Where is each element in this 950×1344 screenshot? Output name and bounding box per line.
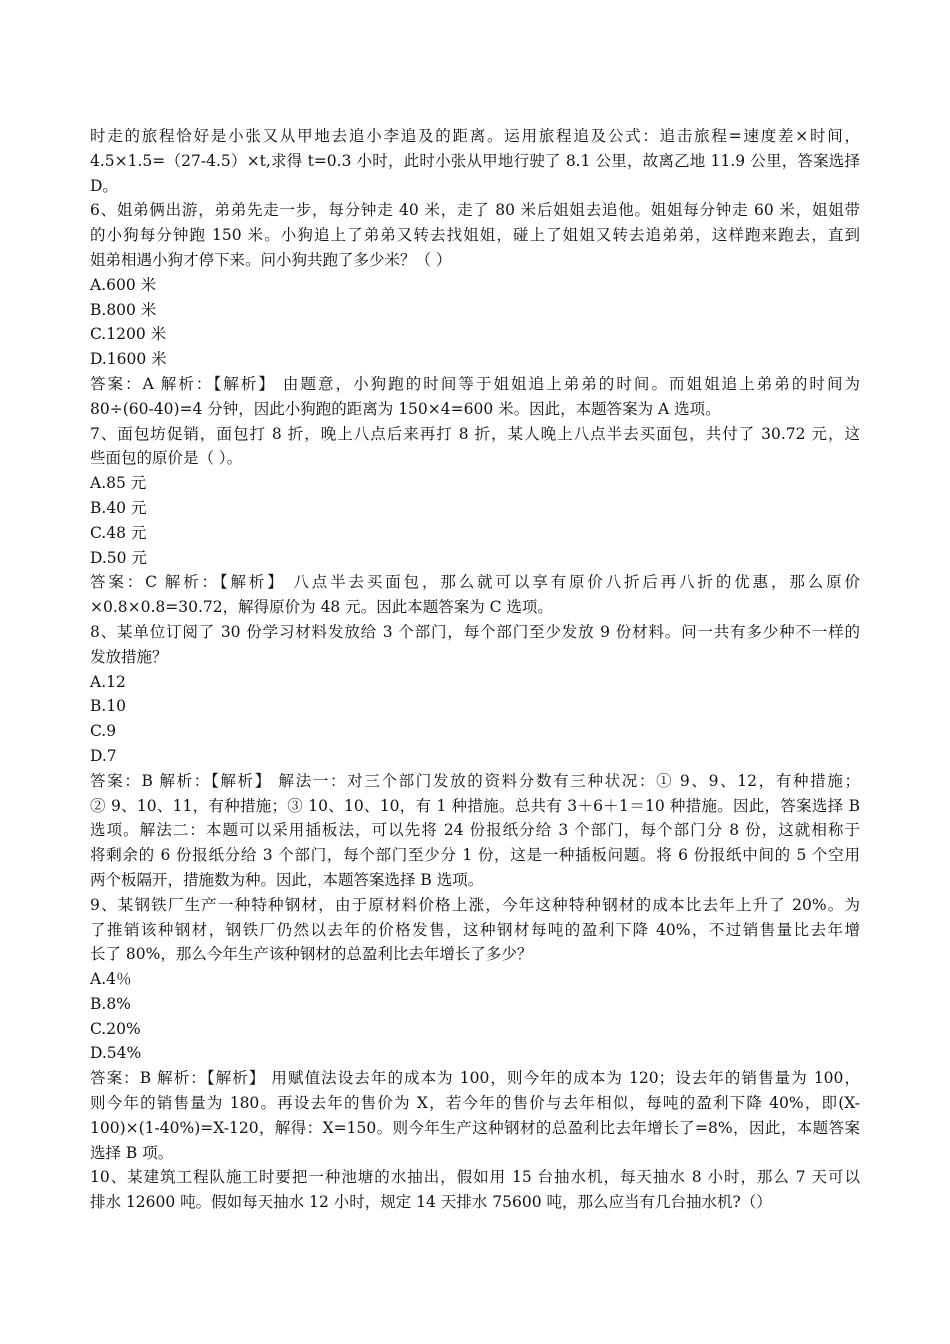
answer-line: 答案：A 解析：【解析】 由题意，小狗跑的时间等于姐姐追上弟弟的时间。而姐姐追上弟弟的时间为	[90, 374, 860, 393]
question-7-line: 些面包的原价是（ ）。	[90, 449, 243, 468]
question-6-line: 姐弟相遇小狗才停下来。问小狗共跑了多少米？（ ）	[90, 250, 452, 269]
question-7-line: 7、面包坊促销，面包打 8 折，晚上八点后来再打 8 折，某人晚上八点半去买面包，共付了 30.72 元，这	[90, 424, 860, 443]
option-a: A.600 米	[90, 275, 157, 294]
answer-line: 两个板隔开，措施数为种。因此，本题答案选择 B 选项。	[90, 870, 484, 889]
document-body	[90, 124, 860, 1215]
option-a: A.4％	[90, 970, 132, 989]
option-c: C.20%	[90, 1019, 141, 1038]
answer-line: ×0.8×0.8=30.72，解得原价为 48 元。因此本题答案为 C 选项。	[90, 598, 553, 617]
answer-line: 80÷(60-40)=4 分钟，因此小狗跑的距离为 150×4=600 米。因此，本题答案为 A 选项。	[90, 399, 721, 418]
answer-line: 答案：B 解析：【解析】 解法一：对三个部门发放的资料分数有三种状况：① 9、9、12，有种措施；	[90, 771, 860, 790]
answer-line: 选择 B 项。	[90, 1143, 174, 1162]
question-6-line: 的小狗每分钟跑 150 米。小狗追上了弟弟又转去找姐姐，碰上了姐姐又转去追弟弟，这样跑来跑去，直到	[90, 226, 860, 245]
option-a: A.85 元	[90, 474, 147, 493]
question-9-line: 长了 80%，那么今年生产该种钢材的总盈利比去年增长了多少？	[90, 945, 533, 964]
question-8-line: 发放措施？	[90, 647, 168, 666]
option-d: D.1600 米	[90, 350, 167, 369]
answer-line: 将剩余的 6 份报纸分给 3 个部门，每个部门至少分 1 份，这是一种插板问题。将 6 份报纸中间的 5 个空用	[90, 846, 860, 865]
answer-line: 则今年的销售量为 180。再设去年的售价为 X，若今年的售价与去年相似，每吨的盈利下降 40%，即(X-	[90, 1094, 860, 1113]
answer-line: ② 9、10、11，有种措施；③ 10、10、10，有 1 种措施。总共有 3＋6＋1＝10 种措施。因此，答案选择 B	[90, 796, 860, 815]
option-b: B.8%	[90, 994, 131, 1013]
option-d: D.50 元	[90, 548, 147, 567]
option-c: C.48 元	[90, 523, 147, 542]
option-b: B.10	[90, 697, 127, 716]
option-b: B.800 米	[90, 300, 157, 319]
question-6-line: 6、姐弟俩出游，弟弟先走一步，每分钟走 40 米，走了 80 米后姐姐去追他。姐姐每分钟走 60 米，姐姐带	[90, 201, 860, 220]
option-c: C.9	[90, 722, 117, 741]
question-8-line: 8、某单位订阅了 30 份学习材料发放给 3 个部门，每个部门至少发放 9 份材料。问一共有多少种不一样的	[90, 622, 860, 641]
option-d: D.54%	[90, 1044, 142, 1063]
text-line: 时走的旅程恰好是小张又从甲地去追小李追及的距离。运用旅程追及公式：追击旅程=速度差×时间，	[90, 127, 860, 145]
question-10-line: 排水 12600 吨。假如每天抽水 12 小时，规定 14 天排水 75600 吨，那么应当有几台抽水机?（）	[90, 1193, 772, 1212]
answer-line: 答案：C 解析：【解析】 八点半去买面包，那么就可以享有原价八折后再八折的优惠，那么原价	[90, 573, 860, 592]
option-b: B.40 元	[90, 498, 147, 517]
question-9-line: 了推销该种钢材，钢铁厂仍然以去年的价格发售，这种钢材每吨的盈利下降 40%，不过销售量比去年增	[90, 920, 860, 939]
option-d: D.7	[90, 746, 117, 765]
option-c: C.1200 米	[90, 325, 167, 344]
text-line: D。	[90, 176, 118, 195]
answer-line: 100)×(1-40%)=X-120，解得：X=150。则今年生产这种钢材的总盈利比去年增长了=8%，因此，本题答案	[90, 1118, 860, 1137]
question-10-line: 10、某建筑工程队施工时要把一种池塘的水抽出，假如用 15 台抽水机，每天抽水 8 小时，那么 7 天可以	[90, 1168, 860, 1187]
option-a: A.12	[90, 672, 126, 691]
answer-line: 答案：B 解析：【解析】 用赋值法设去年的成本为 100，则今年的成本为 120；设去年的销售量为 100，	[90, 1069, 860, 1088]
answer-line: 选项。解法二：本题可以采用插板法，可以先将 24 份报纸分给 3 个部门，每个部门分 8 份，这就相称于	[90, 821, 860, 840]
text-line: 4.5×1.5=（27-4.5）×t,求得 t=0.3 小时，此时小张从甲地行驶了 8.1 公里，故离乙地 11.9 公里，答案选择	[90, 151, 860, 170]
question-9-line: 9、某钢铁厂生产一种特种钢材，由于原材料价格上涨，今年这种特种钢材的成本比去年上升了 20%。为	[90, 895, 860, 914]
